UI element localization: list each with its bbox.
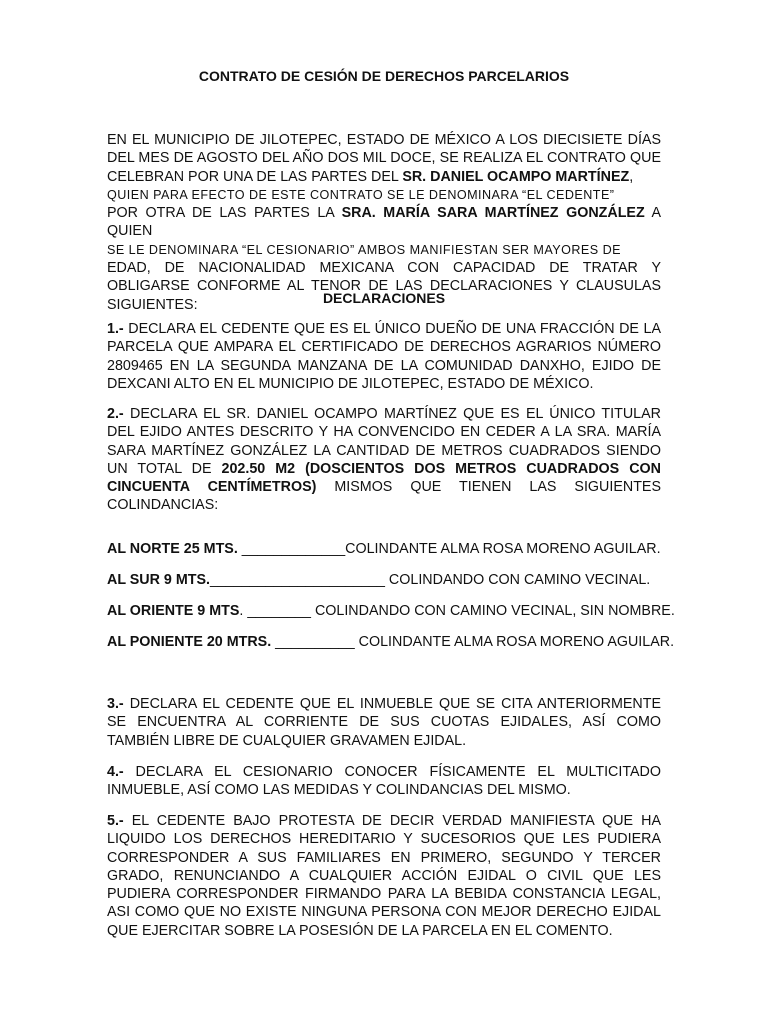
boundary-south-blank: ______________________ — [210, 572, 385, 588]
document-title: CONTRATO DE CESIÓN DE DERECHOS PARCELARIOS — [198, 68, 570, 84]
intro-text-6: SE LE DENOMINARA “EL CESIONARIO” AMBOS MANIFIESTAN SER MAYORES DE — [107, 242, 621, 257]
boundary-north-blank: _____________ — [237, 541, 346, 557]
declaration-4-number: 4.- — [107, 764, 124, 780]
boundary-east-text: COLINDANDO CON CAMINO VECINAL, SIN NOMBRE. — [310, 603, 675, 619]
boundary-south-text: COLINDANDO CON CAMINO VECINAL. — [384, 572, 651, 588]
declaration-3 — [107, 695, 661, 750]
intro-paragraph — [107, 131, 661, 314]
declaration-3-text: DECLARA EL CEDENTE QUE EL INMUEBLE QUE SE CITA ANTERIORMENTE SE ENCUENTRA AL CORRIENTE DE SUS CUOTAS EJIDALES, ASÍ COMO TAMBIÉN LIBRE DE CUALQUIER GRAVAMEN EJIDAL. — [107, 696, 661, 749]
declaration-2-tail: MISMOS QUE TIENEN LAS SIGUIENTES COLINDANCIAS: — [107, 479, 661, 514]
boundary-north-text: COLINDANTE ALMA ROSA MORENO AGUILAR. — [345, 541, 661, 557]
declaration-5-number: 5.- — [107, 813, 124, 829]
declaraciones-heading: DECLARACIONES — [322, 290, 446, 306]
cedente-name: SR. DANIEL OCAMPO MARTÍNEZ — [402, 168, 630, 185]
intro-text-4: POR OTRA DE LAS PARTES LA — [107, 205, 342, 222]
boundary-north-label: AL NORTE 25 MTS. — [107, 541, 238, 557]
intro-text-7: EDAD, DE NACIONALIDAD MEXICANA CON CAPACIDAD DE TRATAR Y OBLIGARSE CONFORME AL TENOR DE LAS DECLARACIONES Y CLAUSULAS SIGUIENTES: — [107, 260, 661, 313]
declaration-3-number: 3.- — [107, 696, 124, 712]
boundary-east — [107, 603, 687, 619]
boundary-south — [107, 572, 687, 588]
boundary-east-label: AL ORIENTE 9 MTS — [107, 603, 240, 619]
declaration-4-text: DECLARA EL CESIONARIO CONOCER FÍSICAMENTE EL MULTICITADO INMUEBLE, ASÍ COMO LAS MEDIDAS Y COLINDANCIAS DEL MISMO. — [107, 764, 661, 799]
declaration-2-text: DECLARA EL SR. DANIEL OCAMPO MARTÍNEZ QUE ES EL ÚNICO TITULAR DEL EJIDO ANTES DESCRITO Y HA CONVENCIDO EN CEDER A LA SRA. MARÍA SARA MARTÍNEZ GONZÁLEZ LA CANTIDAD DE METROS CUADRADOS SIENDO UN TOTAL DE — [107, 406, 661, 477]
boundary-west-label: AL PONIENTE 20 MTRS. — [107, 634, 272, 650]
declaration-5 — [107, 812, 661, 940]
declaration-5-text: EL CEDENTE BAJO PROTESTA DE DECIR VERDAD MANIFIESTA QUE HA LIQUIDO LOS DERECHOS HEREDITARIO Y SUCESORIOS QUE LES PUDIERA CORRESPONDER A SUS FAMILIARES EN PRIMERO, SEGUNDO Y TERCER GRADO, RENUNCIANDO A CUALQUIER ACCIÓN EJIDAL O CIVIL QUE LES PUDIERA CORRESPONDER FIRMANDO PARA LA BEBIDA CONSTANCIA LEGAL, ASI COMO QUE NO EXISTE NINGUNA PERSONA CON MEJOR DERECHO EJIDAL QUE EJERCITAR SOBRE LA POSESIÓN DE LA PARCELA EN EL COMENTO. — [107, 813, 661, 939]
declaration-2-number: 2.- — [107, 406, 124, 422]
declaration-1-number: 1.- — [107, 321, 124, 337]
cesionario-name: SRA. MARÍA SARA MARTÍNEZ GONZÁLEZ — [341, 205, 645, 222]
intro-text-5: A QUIEN — [107, 205, 662, 240]
declaration-1-text: DECLARA EL CEDENTE QUE ES EL ÚNICO DUEÑO DE UNA FRACCIÓN DE LA PARCELA QUE AMPARA EL CERTIFICADO DE DERECHOS AGRARIOS NÚMERO 2809465 EN LA SEGUNDA MANZANA DE LA COMUNIDAD DANXHO, EJIDO DE DEXCANI ALTO EN EL MUNICIPIO DE JILOTEPEC, ESTADO DE MÉXICO. — [107, 321, 661, 392]
declaration-4 — [107, 763, 661, 800]
declaration-2 — [107, 405, 661, 515]
boundary-north — [107, 541, 687, 557]
boundary-west-blank: __________ — [271, 634, 355, 650]
intro-text-1: EN EL MUNICIPIO DE JILOTEPEC, ESTADO DE MÉXICO A LOS DIECISIETE DÍAS DEL MES DE AGOSTO DEL AÑO DOS MIL DOCE, SE REALIZA EL CONTRATO QUE CELEBRAN POR UNA DE LAS PARTES DEL — [107, 132, 661, 185]
boundary-west-text: COLINDANTE ALMA ROSA MORENO AGUILAR. — [354, 634, 675, 650]
declaration-1 — [107, 320, 661, 393]
boundary-west — [107, 634, 687, 650]
intro-text-3: QUIEN PARA EFECTO DE ESTE CONTRATO SE LE DENOMINARA “EL CEDENTE” — [107, 187, 615, 202]
intro-text-2: , — [629, 168, 634, 185]
boundary-east-blank: . ________ — [239, 603, 311, 619]
boundary-south-label: AL SUR 9 MTS. — [107, 572, 211, 588]
declaration-2-area: 202.50 M2 (DOSCIENTOS DOS METROS CUADRADOS CON CINCUENTA CENTÍMETROS) — [107, 460, 661, 496]
